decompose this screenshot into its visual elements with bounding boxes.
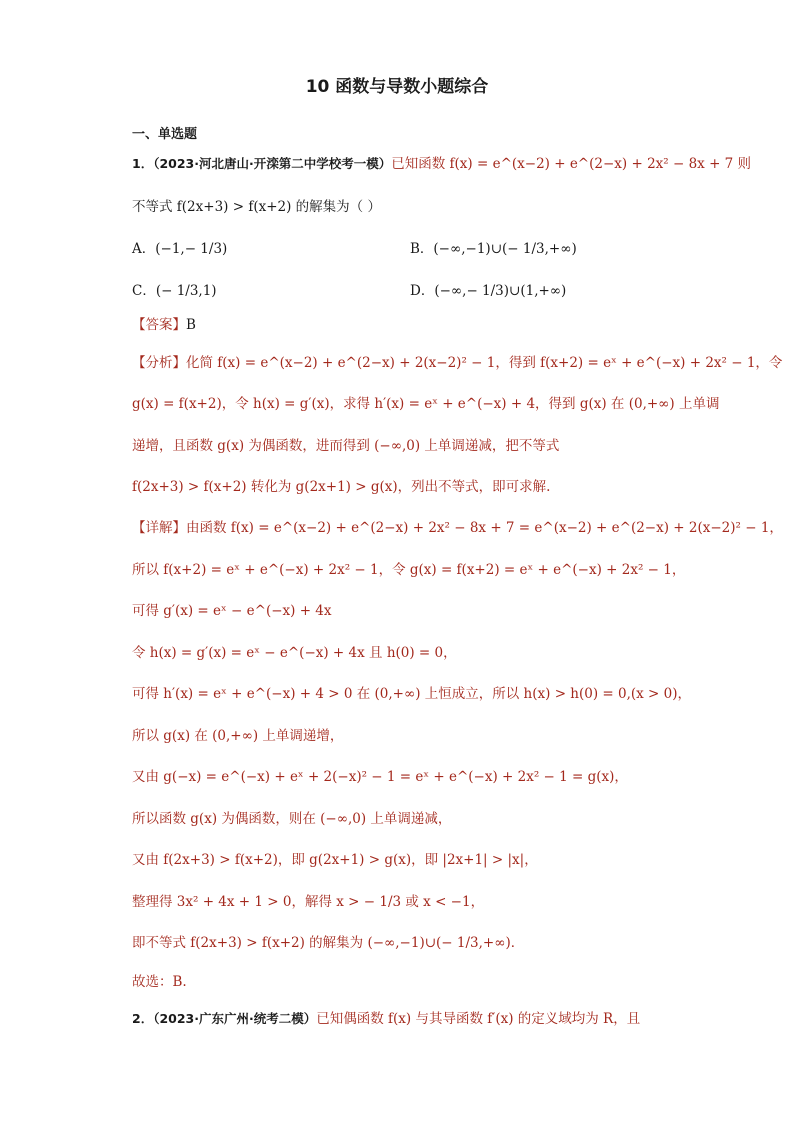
detail-line-5: 可得 h′(x) = eˣ + e^(−x) + 4 > 0 在 (0,+∞) 上恒成立，所以 h(x) > h(0) = 0,(x > 0)， bbox=[132, 686, 692, 702]
detail-line-10: 整理得 3x² + 4x + 1 > 0，解得 x > − 1/3 或 x < −1， bbox=[132, 894, 485, 910]
q1-stem-line-2: 不等式 f(2x+3) > f(x+2) 的解集为（ ） bbox=[132, 199, 381, 215]
detail-line-1 bbox=[132, 518, 783, 538]
section-heading: 一、单选题 bbox=[132, 127, 198, 142]
detail-line-4: 令 h(x) = g′(x) = eˣ − e^(−x) + 4x 且 h(0) = 0， bbox=[132, 645, 457, 661]
page-title: 10 函数与导数小题综合 bbox=[305, 77, 489, 97]
q2-source: （2023·广东广州·统考二模） bbox=[153, 1011, 317, 1026]
q1-source: （2023·河北唐山·开滦第二中学校考一模） bbox=[153, 156, 392, 171]
q1-option-a: A．(−1,− 1/3) bbox=[132, 241, 228, 257]
answer-tag: 【答案】 bbox=[132, 317, 186, 333]
detail-tag: 【详解】 bbox=[132, 520, 186, 536]
detail-line-11: 即不等式 f(2x+3) > f(x+2) 的解集为 (−∞,−1)∪(− 1/3,+∞)． bbox=[132, 935, 525, 951]
detail-line-8: 所以函数 g(x) 为偶函数，则在 (−∞,0) 上单调递减， bbox=[132, 811, 452, 827]
analysis-tag: 【分析】 bbox=[132, 355, 186, 371]
analysis-line-1 bbox=[132, 353, 782, 373]
analysis-line-4: f(2x+3) > f(x+2) 转化为 g(2x+1) > g(x)，列出不等式，即可求解. bbox=[132, 479, 551, 495]
q1-option-c: C．(− 1/3,1) bbox=[132, 283, 217, 299]
detail-line-12: 故选：B. bbox=[132, 974, 187, 990]
detail-line-9: 又由 f(2x+3) > f(x+2)，即 g(2x+1) > g(x)，即 |2x+1| > |x|， bbox=[132, 852, 538, 868]
answer-value: B bbox=[186, 317, 196, 333]
detail-line-7: 又由 g(−x) = e^(−x) + eˣ + 2(−x)² − 1 = eˣ + e^(−x) + 2x² − 1 = g(x)， bbox=[132, 769, 628, 785]
analysis-line-2: g(x) = f(x+2)，令 h(x) = g′(x)，求得 h′(x) = eˣ + e^(−x) + 4，得到 g(x) 在 (0,+∞) 上单调 bbox=[132, 396, 720, 412]
analysis-line-3: 递增，且函数 g(x) 为偶函数，进而得到 (−∞,0) 上单调递减，把不等式 bbox=[132, 438, 560, 454]
q1-answer-line bbox=[132, 315, 196, 335]
q1-number: 1． bbox=[132, 156, 154, 171]
q2-stem: 已知偶函数 f(x) 与其导函数 f′(x) 的定义域均为 R，且 bbox=[316, 1011, 641, 1027]
q2-number: 2． bbox=[132, 1011, 154, 1026]
detail-line-3: 可得 g′(x) = eˣ − e^(−x) + 4x bbox=[132, 603, 332, 619]
detail-line-2: 所以 f(x+2) = eˣ + e^(−x) + 2x² − 1，令 g(x) = f(x+2) = eˣ + e^(−x) + 2x² − 1， bbox=[132, 562, 686, 578]
detail-text-1: 由函数 f(x) = e^(x−2) + e^(2−x) + 2x² − 8x + 7 = e^(x−2) + e^(2−x) + 2(x−2)² − 1， bbox=[186, 520, 783, 536]
q1-stem-line-1 bbox=[132, 154, 751, 174]
q1-option-b: B．(−∞,−1)∪(− 1/3,+∞) bbox=[410, 241, 577, 257]
detail-line-6: 所以 g(x) 在 (0,+∞) 上单调递增， bbox=[132, 728, 344, 744]
q2-stem-line bbox=[132, 1009, 640, 1029]
q1-option-d: D．(−∞,− 1/3)∪(1,+∞) bbox=[410, 283, 567, 299]
q1-stem-a: 已知函数 f(x) = e^(x−2) + e^(2−x) + 2x² − 8x + 7 则 bbox=[391, 156, 752, 172]
analysis-text-1: 化简 f(x) = e^(x−2) + e^(2−x) + 2(x−2)² − 1，得到 f(x+2) = eˣ + e^(−x) + 2x² − 1，令 bbox=[186, 355, 783, 371]
